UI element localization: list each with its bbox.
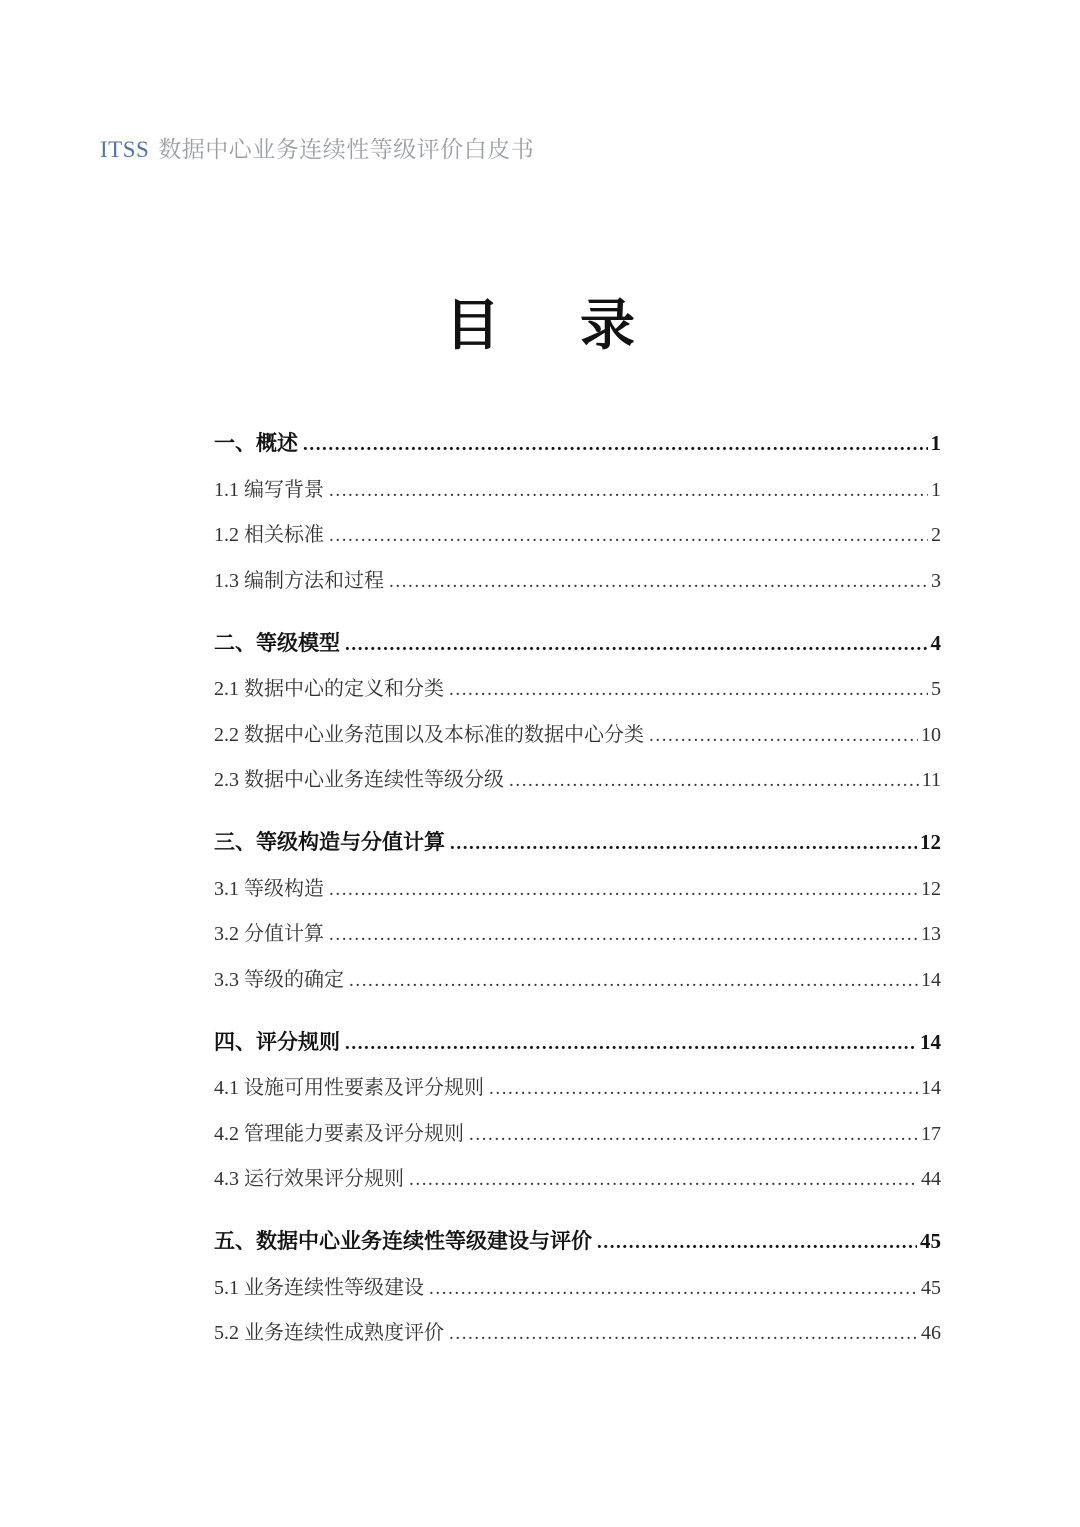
toc-entry-page: 1 — [930, 431, 941, 455]
dot-leader-icon — [409, 1167, 918, 1192]
toc-entry-page: 3 — [931, 569, 941, 592]
toc-entry-label: 1.2 相关标准 — [214, 524, 324, 546]
toc-entry-label: 四、评分规则 — [214, 1029, 340, 1054]
toc-entry — [214, 768, 941, 793]
dot-leader-icon — [509, 768, 919, 793]
toc-entry-page: 14 — [921, 968, 941, 991]
dot-leader-icon — [489, 1076, 918, 1101]
toc-entry-page: 14 — [921, 1077, 941, 1099]
toc-entry-page: 10 — [921, 723, 941, 746]
toc-title — [0, 297, 1080, 355]
dot-leader-icon — [429, 1276, 918, 1301]
toc-entry — [214, 1076, 941, 1101]
toc-entry — [214, 968, 941, 993]
header-brand: ITSS — [100, 137, 150, 162]
toc-entry-label: 1.1 编写背景 — [214, 478, 324, 501]
toc-entry-label: 4.3 运行效果评分规则 — [214, 1168, 404, 1190]
toc-entry — [214, 1276, 941, 1301]
toc-entry-label: 2.3 数据中心业务连续性等级分级 — [214, 769, 504, 791]
toc-section-heading — [214, 631, 941, 657]
toc-entry-page: 12 — [921, 877, 941, 900]
toc-entry-label: 5.2 业务连续性成熟度评价 — [214, 1322, 444, 1344]
dot-leader-icon — [329, 523, 928, 548]
dot-leader-icon — [329, 922, 918, 947]
toc-entry — [214, 1167, 941, 1192]
toc-entry-page: 14 — [920, 1029, 941, 1054]
dot-leader-icon — [469, 1122, 918, 1147]
dot-leader-icon — [349, 968, 918, 993]
document-header — [100, 131, 534, 164]
toc-entry-page: 2 — [931, 524, 941, 546]
toc-entry-label: 4.1 设施可用性要素及评分规则 — [214, 1077, 484, 1099]
toc-entry-page: 12 — [920, 830, 941, 854]
toc-entry-page: 13 — [921, 923, 941, 945]
toc-entry — [214, 1321, 941, 1346]
toc-entry-label: 4.2 管理能力要素及评分规则 — [214, 1122, 464, 1145]
toc-entry-page: 45 — [920, 1229, 941, 1253]
toc-entry-page: 46 — [921, 1322, 941, 1344]
toc-entry — [214, 569, 941, 594]
toc-entry-label: 一、概述 — [214, 431, 298, 455]
dot-leader-icon — [303, 431, 928, 457]
dot-leader-icon — [649, 723, 918, 748]
toc-entry — [214, 723, 941, 748]
toc-title-char-right: 录 — [580, 295, 636, 356]
toc-entry-label: 3.3 等级的确定 — [214, 968, 344, 991]
toc-entry-page: 17 — [921, 1122, 941, 1145]
toc-entry-label: 二、等级模型 — [214, 630, 340, 655]
toc-entry — [214, 677, 941, 702]
header-doc-title: 数据中心业务连续性等级评价白皮书 — [158, 137, 535, 162]
toc-section-heading — [214, 830, 941, 856]
toc-entry-label: 三、等级构造与分值计算 — [214, 830, 445, 854]
toc-entry — [214, 523, 941, 548]
dot-leader-icon — [597, 1229, 917, 1255]
toc-entry — [214, 1122, 941, 1147]
toc-entry-label: 3.1 等级构造 — [214, 877, 324, 900]
toc-entry-label: 五、数据中心业务连续性等级建设与评价 — [214, 1229, 592, 1253]
toc-entry-label: 5.1 业务连续性等级建设 — [214, 1276, 424, 1299]
toc-entry-page: 11 — [921, 769, 941, 791]
toc-entry-label: 2.2 数据中心业务范围以及本标准的数据中心分类 — [214, 723, 644, 746]
toc-entry-page: 44 — [921, 1168, 941, 1190]
toc-entry-page: 45 — [921, 1276, 941, 1299]
toc-section-heading — [214, 431, 941, 457]
dot-leader-icon — [450, 830, 917, 856]
dot-leader-icon — [329, 877, 918, 902]
toc-entry-page: 4 — [930, 630, 941, 655]
toc-title-char-left: 目 — [444, 295, 500, 356]
dot-leader-icon — [329, 478, 928, 503]
toc-section-heading — [214, 1229, 941, 1255]
dot-leader-icon — [449, 1321, 918, 1346]
toc-entry-label: 2.1 数据中心的定义和分类 — [214, 678, 444, 700]
toc-section-heading — [214, 1030, 941, 1056]
toc-entry-page: 5 — [931, 678, 941, 700]
dot-leader-icon — [345, 1030, 917, 1056]
dot-leader-icon — [345, 631, 928, 657]
dot-leader-icon — [389, 569, 928, 594]
toc-entry-label: 1.3 编制方法和过程 — [214, 569, 384, 592]
toc-entry-label: 3.2 分值计算 — [214, 923, 324, 945]
toc-entry — [214, 877, 941, 902]
dot-leader-icon — [449, 677, 928, 702]
toc-entry-page: 1 — [931, 478, 941, 501]
toc-entry — [214, 478, 941, 503]
toc-entry — [214, 922, 941, 947]
toc-list — [214, 431, 941, 1367]
